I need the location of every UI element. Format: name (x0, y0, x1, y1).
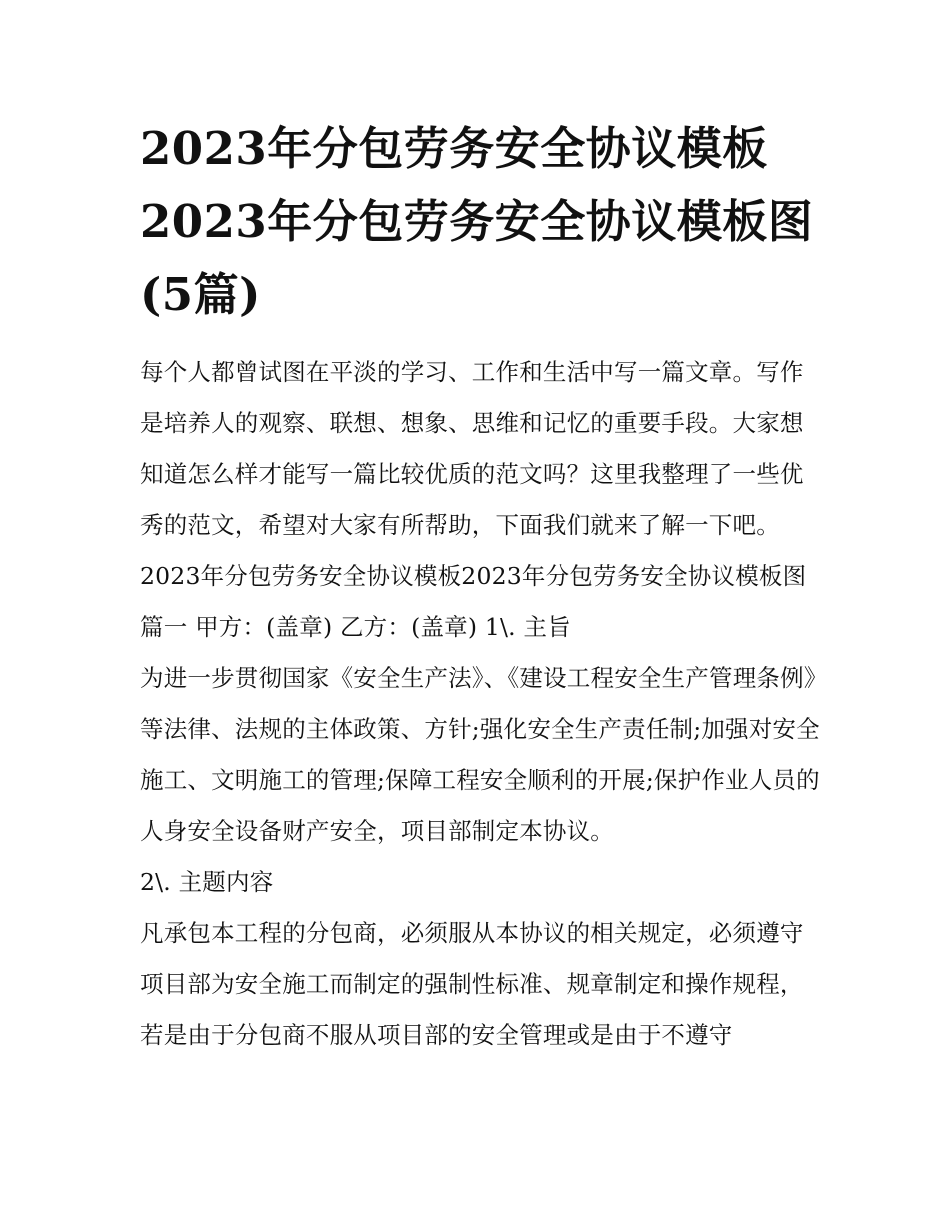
subcontractor-rules-paragraph: 凡承包本工程的分包商，必须服从本协议的相关规定，必须遵守项目部为安全施工而制定的强制性标准、规章制定和操作规程，若是由于分包商不服从项目部的安全管理或是由于不遵守 (140, 919, 804, 1049)
document-title: 2023年分包劳务安全协议模板2023年分包劳务安全协议模板图(5篇) (140, 122, 814, 321)
agreement-heading-paragraph: 2023年分包劳务安全协议模板2023年分包劳务安全协议模板图篇一 甲方：(盖章) 乙方：(盖章) 1\. 主旨 (140, 562, 807, 641)
intro-paragraph: 每个人都曾试图在平淡的学习、工作和生活中写一篇文章。写作是培养人的观察、联想、想象、思维和记忆的重要手段。大家想知道怎么样才能写一篇比较优质的范文吗？这里我整理了一些优秀的范文，希望对大家有所帮助，下面我们就来了解一下吧。 (140, 358, 804, 539)
purpose-paragraph: 为进一步贯彻国家《安全生产法》、《建设工程安全生产管理条例》等法律、法规的主体政策、方针;强化安全生产责任制;加强对安全施工、文明施工的管理;保障工程安全顺利的开展;保护作业人员的人身安全设备财产安全，项目部制定本协议。 (140, 664, 820, 845)
document-page (140, 112, 820, 1061)
section-heading-main-content: 2\. 主题内容 (140, 868, 274, 896)
